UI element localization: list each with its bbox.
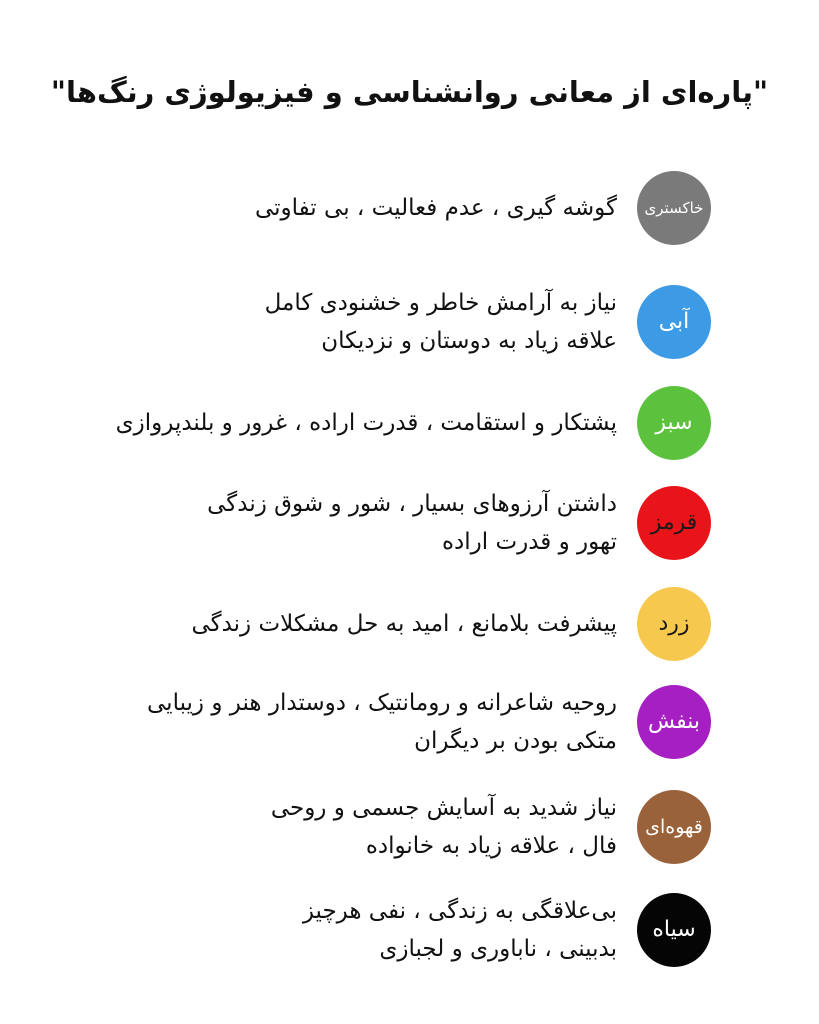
description-line: تهور و قدرت اراده [441,529,617,555]
color-swatch-blue [637,285,711,359]
color-description-green [71,404,617,442]
description-line: متکی بودن بر دیگران [414,728,617,754]
color-row-yellow [71,587,711,661]
color-swatch-black [637,893,711,967]
description-line: بدبینی ، ناباوری و لجبازی [379,936,617,962]
color-description-black [71,892,617,968]
color-row-black [71,892,711,968]
color-name-gray: خاکستری [644,198,704,217]
color-name-red: قرمز [650,510,698,535]
description-line: پشتکار و استقامت ، قدرت اراده ، غرور و بلندپروازی [115,410,617,436]
color-swatch-purple [637,685,711,759]
color-row-gray [71,171,711,245]
color-swatch-gray [637,171,711,245]
color-row-blue [71,284,711,360]
color-description-red [71,485,617,561]
description-line: فال ، علاقه زیاد به خانواده [365,833,617,859]
color-row-red [71,485,711,561]
color-name-black: سیاه [652,917,696,942]
color-description-purple [71,684,617,760]
color-description-gray [71,189,617,227]
description-line: نیاز شدید به آسایش جسمی و روحی [270,795,617,821]
color-row-brown [71,789,711,865]
color-name-yellow: زرد [658,611,690,636]
color-row-purple [71,684,711,760]
color-name-brown: قهوه‌ای [645,815,703,838]
description-line: نیاز به آرامش خاطر و خشنودی کامل [264,290,617,316]
color-name-purple: بنفش [648,709,700,734]
color-swatch-green [637,386,711,460]
description-line: علاقه زیاد به دوستان و نزدیکان [321,328,617,354]
color-swatch-yellow [637,587,711,661]
description-line: داشتن آرزوهای بسیار ، شور و شوق زندگی [207,491,617,517]
description-line: پیشرفت بلامانع ، امید به حل مشکلات زندگی [191,611,617,637]
color-description-yellow [71,605,617,643]
color-description-blue [71,284,617,360]
color-name-green: سبز [655,410,693,435]
color-swatch-brown [637,790,711,864]
page-title: "پاره‌ای از معانی روانشناسی و فیزیولوژی رنگ‌ها" [50,75,769,109]
description-line: بی‌علاقگی به زندگی ، نفی هرچیز [302,898,617,924]
description-line: روحیه شاعرانه و رومانتیک ، دوستدار هنر و زیبایی [147,690,617,716]
color-description-brown [71,789,617,865]
color-row-green [71,386,711,460]
color-swatch-red [637,486,711,560]
description-line: گوشه گیری ، عدم فعالیت ، بی تفاوتی [254,195,617,221]
color-name-blue: آبی [658,309,690,334]
